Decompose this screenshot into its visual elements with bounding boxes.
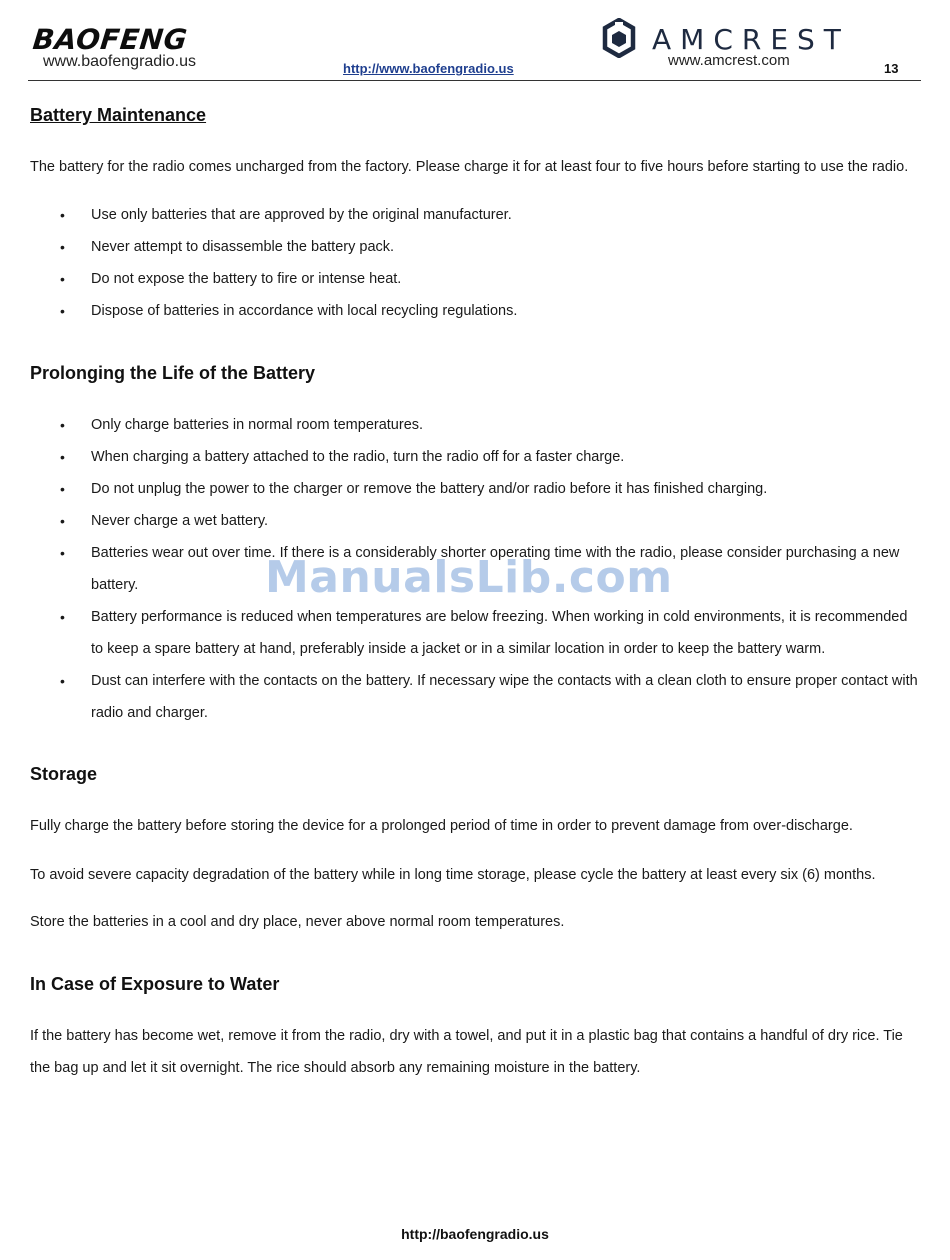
list-item xyxy=(30,537,920,601)
list-item-text: When charging a battery attached to the radio, turn the radio off for a faster charge. xyxy=(91,449,625,465)
bullet-dot: • xyxy=(60,673,65,689)
bullet-dot: • xyxy=(60,609,65,625)
bullet-dot: • xyxy=(60,545,65,561)
amcrest-url: www.amcrest.com xyxy=(668,52,790,69)
footer-link[interactable]: http://baofengradio.us xyxy=(401,1226,549,1242)
list-item-text: Batteries wear out over time. If there is a considerably shorter operating time with the radio, please consider purchasing a new battery. xyxy=(91,545,900,593)
bullet-dot: • xyxy=(60,271,65,287)
list-item xyxy=(30,263,920,295)
list-item-text: Do not unplug the power to the charger or remove the battery and/or radio before it has finished charging. xyxy=(91,481,768,497)
storage-paragraph: Fully charge the battery before storing the device for a prolonged period of time in order to prevent damage from over-discharge. xyxy=(30,818,853,834)
list-item-text: Never charge a wet battery. xyxy=(91,513,269,529)
bullet-dot: • xyxy=(60,207,65,223)
battery-maintenance-paragraph: The battery for the radio comes uncharged from the factory. Please charge it for at least four to five hours before starting to use the radio. xyxy=(30,159,909,175)
amcrest-hexagon-logo-icon xyxy=(602,18,636,58)
section-title-water: In Case of Exposure to Water xyxy=(30,974,280,994)
list-item-text: Dust can interfere with the contacts on the battery. If necessary wipe the contacts with a clean cloth to ensure proper contact with radio and charger. xyxy=(91,673,918,721)
list-item xyxy=(30,505,920,537)
list-item-text: Use only batteries that are approved by the original manufacturer. xyxy=(91,207,512,223)
bullet-dot: • xyxy=(60,449,65,465)
list-item xyxy=(30,441,920,473)
list-item xyxy=(30,601,920,665)
manualslib-watermark: ManualsLib.com xyxy=(265,552,673,603)
battery-maintenance-list xyxy=(30,199,920,327)
page-number: 13 xyxy=(884,61,899,76)
bullet-dot: • xyxy=(60,481,65,497)
list-item xyxy=(30,473,920,505)
bullet-dot: • xyxy=(60,513,65,529)
list-item xyxy=(30,231,920,263)
storage-paragraph: To avoid severe capacity degradation of the battery while in long time storage, please cycle the battery at least every six (6) months. xyxy=(30,867,876,883)
page-content xyxy=(30,100,920,1084)
bullet-dot: • xyxy=(60,417,65,433)
bullet-dot: • xyxy=(60,239,65,255)
list-item-text: Dispose of batteries in accordance with local recycling regulations. xyxy=(91,303,518,319)
list-item xyxy=(30,665,920,729)
page-header xyxy=(0,0,950,84)
storage-paragraph: Store the batteries in a cool and dry place, never above normal room temperatures. xyxy=(30,914,565,930)
bullet-dot: • xyxy=(60,303,65,319)
section-title-prolonging: Prolonging the Life of the Battery xyxy=(30,363,316,383)
baofeng-logo: BAOFENG xyxy=(31,23,189,56)
baofeng-url: www.baofengradio.us xyxy=(43,53,196,70)
list-item xyxy=(30,295,920,327)
list-item-text: Do not expose the battery to fire or intense heat. xyxy=(91,271,402,287)
water-paragraph: If the battery has become wet, remove it from the radio, dry with a towel, and put it in a plastic bag that contains a handful of dry rice. Tie the bag up and let it sit overnight. The rice should absorb any remaining moisture in the battery. xyxy=(30,1028,903,1076)
list-item-text: Never attempt to disassemble the battery pack. xyxy=(91,239,395,255)
header-divider xyxy=(28,80,921,81)
list-item-text: Battery performance is reduced when temperatures are below freezing. When working in cold environments, it is recommended to keep a spare battery at hand, preferably inside a jacket or in a similar location in order to keep the battery warm. xyxy=(91,609,908,657)
header-center-link[interactable]: http://www.baofengradio.us xyxy=(343,61,514,76)
list-item xyxy=(30,409,920,441)
list-item xyxy=(30,199,920,231)
section-title-battery-maintenance: Battery Maintenance xyxy=(30,105,207,125)
amcrest-logo: AMCREST xyxy=(652,23,850,56)
section-title-storage: Storage xyxy=(30,764,98,784)
list-item-text: Only charge batteries in normal room temperatures. xyxy=(91,417,424,433)
prolonging-list xyxy=(30,409,920,729)
